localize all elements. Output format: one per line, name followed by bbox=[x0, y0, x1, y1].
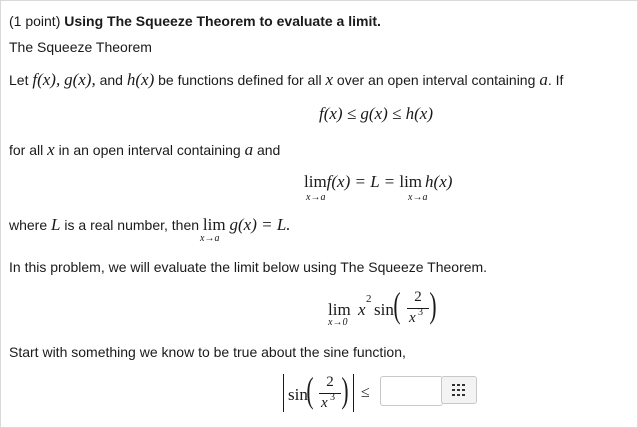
var-a-2: a bbox=[244, 140, 254, 159]
if-text: . If bbox=[547, 72, 564, 88]
problem-title: Using The Squeeze Theorem to evaluate a limit. bbox=[64, 13, 381, 29]
where-text: where bbox=[9, 217, 48, 233]
left-paren: ( bbox=[393, 285, 401, 325]
lim-g-expr: g(x) = L. bbox=[229, 215, 291, 234]
answer-right-paren: ) bbox=[341, 370, 349, 410]
over-text: over an open interval containing bbox=[336, 72, 536, 88]
answer-sin: sin bbox=[288, 385, 308, 404]
for-all-line bbox=[9, 140, 280, 160]
be-text: be functions defined for all bbox=[158, 72, 322, 88]
matrix-grid-icon bbox=[452, 384, 466, 396]
matrix-button[interactable] bbox=[441, 376, 477, 404]
answer-expression bbox=[283, 370, 379, 413]
start-text: Start with something we know to be true about the sine function, bbox=[9, 344, 406, 360]
var-x-2: x bbox=[47, 140, 55, 159]
var-x: x bbox=[325, 70, 334, 89]
abs-right-bar bbox=[353, 374, 354, 412]
answer-frac-num: 2 bbox=[326, 374, 334, 390]
right-paren: ) bbox=[429, 285, 437, 325]
lim-word-1: lim bbox=[304, 172, 327, 191]
frac-den: x bbox=[409, 310, 416, 326]
and-text-2: and bbox=[256, 142, 281, 158]
for-all-text: for all bbox=[9, 142, 44, 158]
lim-f-expr: f(x) = L = bbox=[326, 172, 400, 191]
h-of-x: h(x) bbox=[126, 70, 155, 89]
lim-word-2: lim bbox=[399, 172, 423, 191]
frac-num: 2 bbox=[414, 289, 422, 305]
lim-word-3: lim bbox=[202, 215, 226, 234]
answer-cube: 3 bbox=[330, 392, 335, 403]
answer-left-paren: ( bbox=[306, 370, 314, 410]
lim-h-expr: h(x) bbox=[425, 172, 453, 191]
problem-intro: In this problem, we will evaluate the limit below using The Squeeze Theorem. bbox=[9, 259, 488, 275]
inequality: f(x) ≤ g(x) ≤ h(x) bbox=[319, 104, 433, 123]
leq-sign: ≤ bbox=[361, 384, 370, 401]
g-of-x: g(x), bbox=[64, 70, 96, 89]
f-of-x: f(x), bbox=[32, 70, 61, 89]
let-line bbox=[9, 70, 563, 90]
answer-frac-den: x bbox=[321, 395, 328, 411]
lim-f-h bbox=[304, 172, 452, 192]
answer-input[interactable] bbox=[380, 376, 443, 406]
lim-sub-2: x→a bbox=[408, 192, 428, 203]
var-L: L bbox=[51, 215, 61, 234]
abs-left-bar bbox=[283, 374, 284, 412]
and-text: and bbox=[99, 72, 123, 88]
let-text: Let bbox=[9, 72, 29, 88]
x-base: x bbox=[358, 300, 366, 319]
var-a: a bbox=[539, 70, 548, 89]
cube-exp: 3 bbox=[418, 307, 423, 318]
lim-sub-1: x→a bbox=[306, 192, 326, 203]
theorem-heading: The Squeeze Theorem bbox=[9, 39, 152, 55]
lim-word-4: lim bbox=[328, 300, 351, 319]
open-interval-text: in an open interval containing bbox=[58, 142, 241, 158]
problem-title-line bbox=[9, 13, 381, 29]
sin-word: sin bbox=[374, 300, 394, 319]
points-label: (1 point) bbox=[9, 13, 61, 29]
lim-sub-4: x→0 bbox=[328, 317, 348, 328]
real-text: is a real number, then bbox=[64, 217, 200, 233]
where-line bbox=[9, 215, 291, 235]
lim-sub-3: x→a bbox=[200, 233, 220, 244]
square-exp: 2 bbox=[366, 293, 372, 305]
